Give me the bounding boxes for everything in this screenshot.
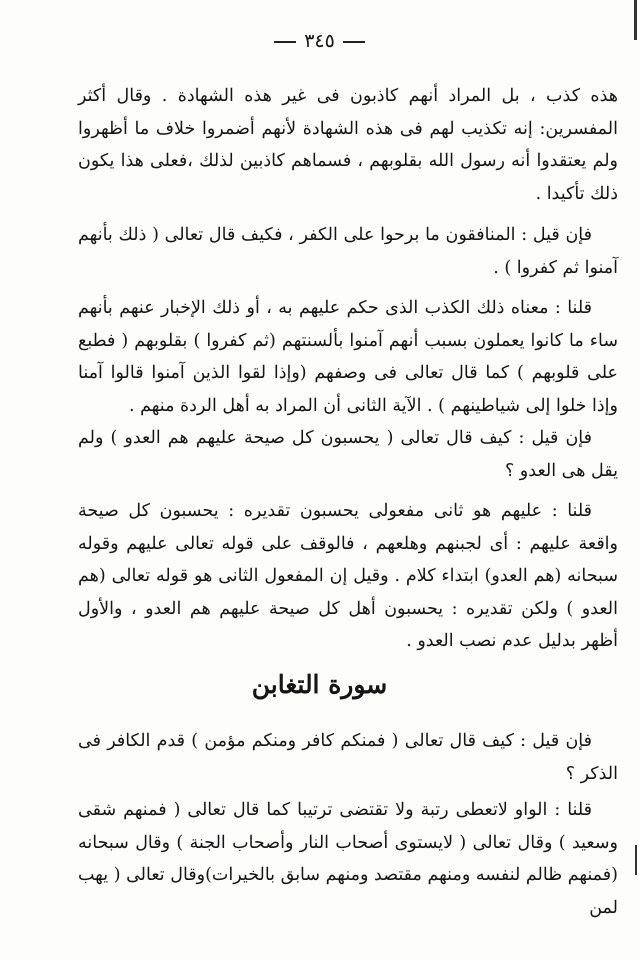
paragraph: قلنا : الواو لاتعطى رتبة ولا تقتضى ترتيبا كما قال تعالى ( فمنهم شقى وسعيد ) وقال تعالى ( لايستوى أصحاب النار وأصحاب الجنة ) وقال سبحانه (فمنهم ظالم لنفسه ومنهم مقتصد ومنهم سابق بالخيرات)وقال تعالى ( يهب لمن [78,800,618,918]
surah-title: سورة التغابن [251,670,388,699]
paragraph: هذه كذب ، بل المراد أنهم كاذبون فى غير هذه الشهادة . وقال أكثر المفسرين: إنه تكذيب لهم فى هذه الشهادة لأنهم أضمروا خلاف ما أظهروا ولم يعتقدوا أنه رسول الله بقلوبهم ، فسماهم كاذبين لذلك ،فعلى هذا يكون ذلك تأكيدا . [78,86,618,204]
page-number-dash-left [274,41,296,43]
page-edge-shadow [634,0,637,40]
paragraph: فإن قيل : المنافقون ما برحوا على الكفر ، فكيف قال تعالى ( ذلك بأنهم آمنوا ثم كفروا ) . [78,225,618,278]
section-2-text [78,725,618,924]
page-edge-shadow [635,845,637,875]
page-number-text: ٣٤٥ [304,30,335,52]
paragraph: فإن قيل : كيف قال تعالى ( يحسبون كل صيحة عليهم هم العدو ) ولم يقل هى العدو ؟ [78,428,618,481]
paragraph: قلنا : معناه ذلك الكذب الذى حكم عليهم به ، أو ذلك الإخبار عنهم بأنهم ساء ما كانوا يعملون بسبب أنهم آمنوا بألسنتهم (ثم كفروا ) بقلوبهم ( فطبع على قلوبهم ) كما قال تعالى فى وصفهم (وإذا لقوا الذين آمنوا قالوا آمنا وإذا خلوا إلى شياطينهم ) . الآية الثانى أن المراد به أهل الردة منهم . [78,298,618,416]
section-1-text [78,80,618,658]
paragraph: قلنا : عليهم هو ثانى مفعولى يحسبون تقديره : يحسبون كل صيحة واقعة عليهم : أى لجبنهم وهلعهم ، فالوقف على قوله تعالى عليهم وقوله سبحانه (هم العدو) ابتداء كلام . وقيل إن المفعول الثانى هو قوله تعالى (هم العدو ) ولكن تقديره : يحسبون أهل كل صيحة عليهم هم العدو ، والأول أظهر بدليل عدم نصب العدو . [78,501,618,651]
page-number [0,30,639,52]
page-number-dash-right [343,41,365,43]
paragraph: فإن قيل : كيف قال تعالى ( فمنكم كافر ومنكم مؤمن ) قدم الكافر فى الذكر ؟ [78,731,618,784]
